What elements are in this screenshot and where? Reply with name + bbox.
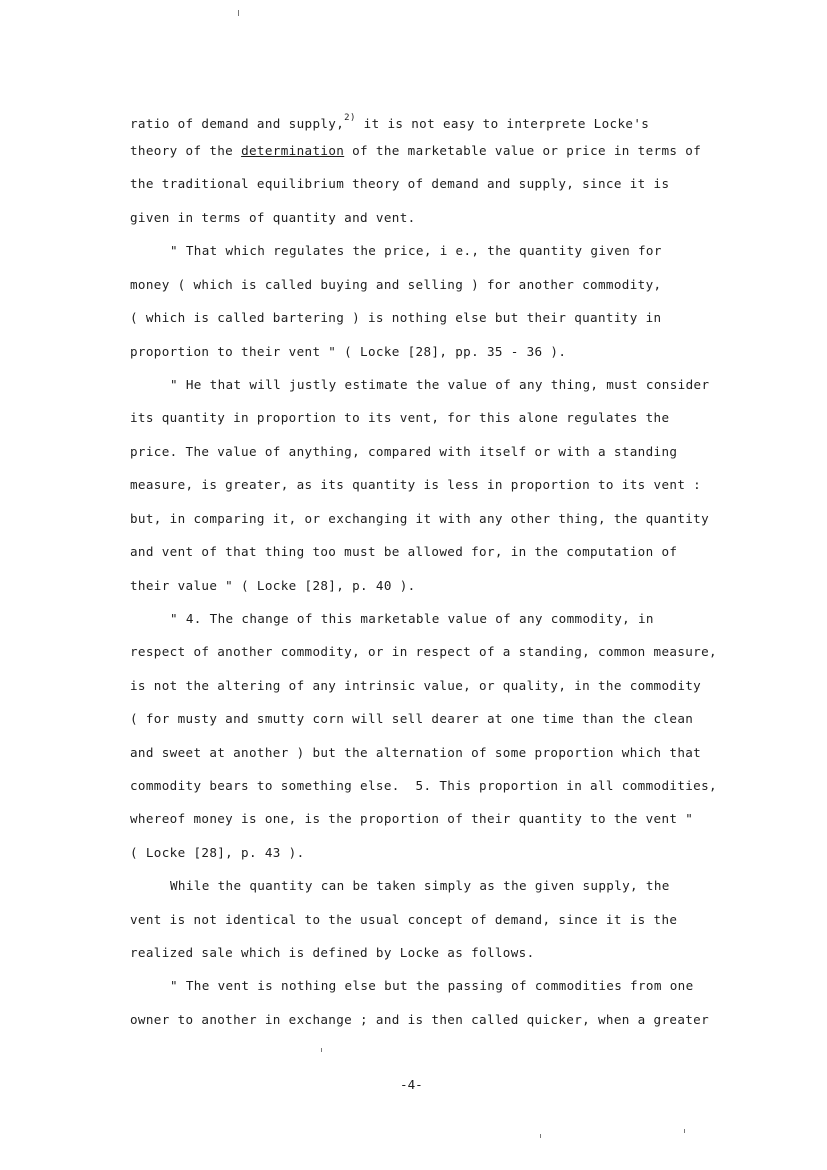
scan-speck xyxy=(321,1048,322,1052)
text-segment: it is not easy to interprete Locke's xyxy=(355,116,650,131)
page-number: -4- xyxy=(400,1077,423,1092)
quote-line-27: " The vent is nothing else but the passing of commodities from one xyxy=(170,978,694,993)
quote-line-19: ( for musty and smutty corn will sell dearer at one time than the clean xyxy=(130,711,694,726)
scan-speck xyxy=(540,1134,541,1138)
quote-line-5: " That which regulates the price, i e., the quantity given for xyxy=(170,243,662,258)
scan-speck xyxy=(238,10,239,16)
quote-line-6: money ( which is called buying and selling ) for another commodity, xyxy=(130,277,662,292)
text-segment: theory of the xyxy=(130,143,242,158)
quote-line-23: ( Locke [28], p. 43 ). xyxy=(130,845,305,860)
quote-line-11: price. The value of anything, compared with itself or with a standing xyxy=(130,444,678,459)
footnote-marker: 2) xyxy=(344,113,356,123)
text-line-2 xyxy=(130,143,701,159)
quote-line-18: is not the altering of any intrinsic value, or quality, in the commodity xyxy=(130,678,702,693)
underlined-word: determination xyxy=(241,143,345,158)
quote-line-14: and vent of that thing too must be allowed for, in the computation of xyxy=(130,544,678,559)
quote-line-22: whereof money is one, is the proportion of their quantity to the vent " xyxy=(130,811,694,826)
text-line-25: vent is not identical to the usual concept of demand, since it is the xyxy=(130,912,678,927)
text-line-26: realized sale which is defined by Locke as follows. xyxy=(130,945,535,960)
quote-line-10: its quantity in proportion to its vent, for this alone regulates the xyxy=(130,410,670,425)
scan-speck xyxy=(684,1129,685,1133)
text-line-24: While the quantity can be taken simply as the given supply, the xyxy=(170,878,670,893)
quote-line-12: measure, is greater, as its quantity is less in proportion to its vent : xyxy=(130,477,702,492)
text-line-3: the traditional equilibrium theory of demand and supply, since it is xyxy=(130,176,670,191)
quote-line-17: respect of another commodity, or in respect of a standing, common measure, xyxy=(130,644,717,659)
text-line-4: given in terms of quantity and vent. xyxy=(130,210,416,225)
quote-line-8: proportion to their vent " ( Locke [28], pp. 35 - 36 ). xyxy=(130,344,567,359)
quote-line-9: " He that will justly estimate the value of any thing, must consider xyxy=(170,377,710,392)
text-segment: of the marketable value or price in terms of xyxy=(344,143,702,158)
quote-line-21: commodity bears to something else. 5. This proportion in all commodities, xyxy=(130,778,717,793)
quote-line-28: owner to another in exchange ; and is then called quicker, when a greater xyxy=(130,1012,710,1027)
text-line-1 xyxy=(130,110,649,132)
quote-line-7: ( which is called bartering ) is nothing else but their quantity in xyxy=(130,310,662,325)
quote-line-15: their value " ( Locke [28], p. 40 ). xyxy=(130,578,416,593)
quote-line-13: but, in comparing it, or exchanging it with any other thing, the quantity xyxy=(130,511,710,526)
quote-line-20: and sweet at another ) but the alternation of some proportion which that xyxy=(130,745,702,760)
quote-line-16: " 4. The change of this marketable value of any commodity, in xyxy=(170,611,654,626)
text-segment: ratio of demand and supply, xyxy=(130,116,345,131)
